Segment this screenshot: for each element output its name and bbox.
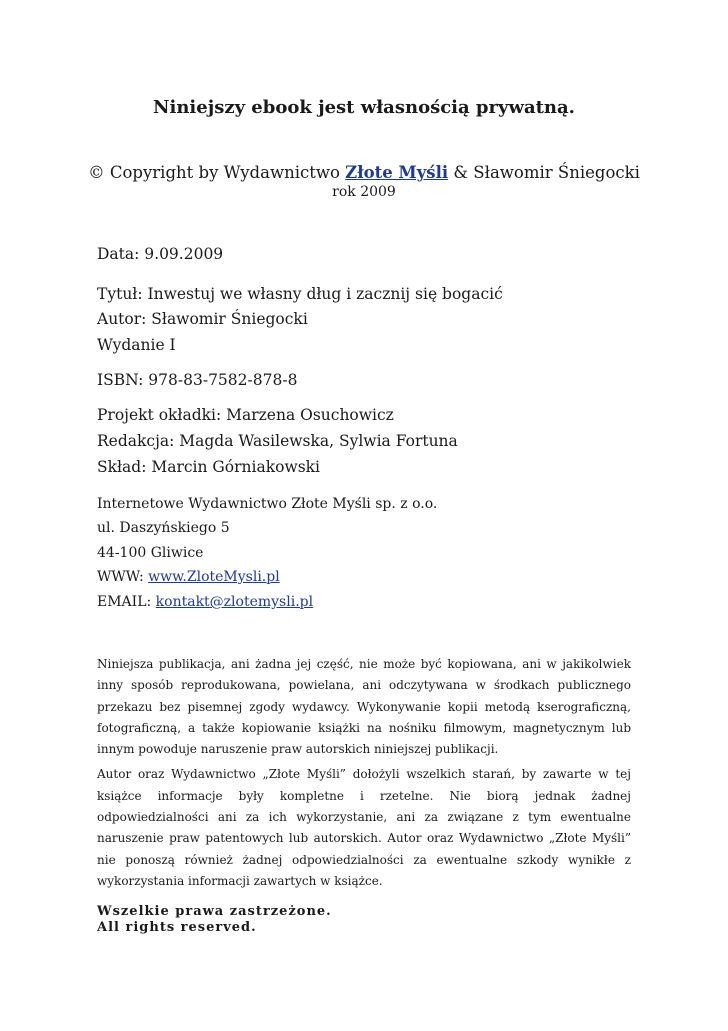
publisher-brand-link[interactable]: Złote Myśli: [345, 163, 449, 182]
publisher-name: Internetowe Wydawnictwo Złote Myśli sp. z o.o.: [97, 496, 438, 512]
date-line: Data: 9.09.2009: [97, 245, 224, 263]
www-label: WWW:: [97, 569, 149, 585]
email-label: EMAIL:: [97, 594, 156, 610]
editors-line: Redakcja: Magda Wasilewska, Sylwia Fortuna: [97, 432, 458, 450]
copying-prohibition-paragraph: Niniejsza publikacja, ani żadna jej część, nie może być kopiowana, ani w jakikolwiek inny sposób reprodukowana, powielana, ani odczytywana w środkach publicznego przekazu bez pisemnej zgody wydawcy. Wykonywanie kopii metodą kserograficzną, fotograficzną, a także kopiowanie książki na nośniku filmowym, magnetycznym lub innym powoduje naruszenie praw autorskich niniejszej publikacji.: [97, 657, 631, 757]
publisher-city: 44-100 Gliwice: [97, 545, 204, 561]
rights-reserved-pl: Wszelkie prawa zastrzeżone.: [97, 904, 332, 919]
email-link[interactable]: kontakt@zlotemysli.pl: [155, 594, 314, 610]
email-line: [97, 594, 313, 610]
book-title-line: Tytuł: Inwestuj we własny dług i zacznij się bogacić: [97, 285, 503, 303]
copyright-line: [0, 163, 728, 182]
rights-reserved-en: All rights reserved.: [97, 920, 257, 935]
disclaimer-paragraph: Autor oraz Wydawnictwo „Złote Myśli” dołożyli wszelkich starań, by zawarte w tej książce informacje były kompletne i rzetelne. Nie biorą jednak żadnej odpowiedzialności ani za ich wykorzystanie, ani za związane z tym ewentualne naruszenie praw patentowych lub autorskich. Autor oraz Wydawnictwo „Złote Myśli” nie ponoszą również żadnej odpowiedzialności za ewentualne szkody wynikłe z wykorzystania informacji zawartych w książce.: [97, 767, 631, 888]
publisher-street: ul. Daszyńskiego 5: [97, 520, 230, 536]
legal-notice: [97, 654, 631, 892]
edition-line: Wydanie I: [97, 336, 176, 354]
copyright-year: rok 2009: [332, 184, 396, 200]
isbn-line: ISBN: 978-83-7582-878-8: [97, 371, 298, 389]
copyright-suffix: & Sławomir Śniegocki: [448, 163, 640, 182]
website-link[interactable]: www.ZloteMysli.pl: [148, 569, 280, 585]
author-line: Autor: Sławomir Śniegocki: [97, 310, 308, 328]
copyright-prefix: © Copyright by Wydawnictwo: [88, 163, 346, 182]
ownership-heading: Niniejszy ebook jest własnością prywatną.: [153, 97, 575, 118]
typesetting-line: Skład: Marcin Górniakowski: [97, 458, 321, 476]
www-line: [97, 569, 280, 585]
cover-design-line: Projekt okładki: Marzena Osuchowicz: [97, 406, 394, 424]
